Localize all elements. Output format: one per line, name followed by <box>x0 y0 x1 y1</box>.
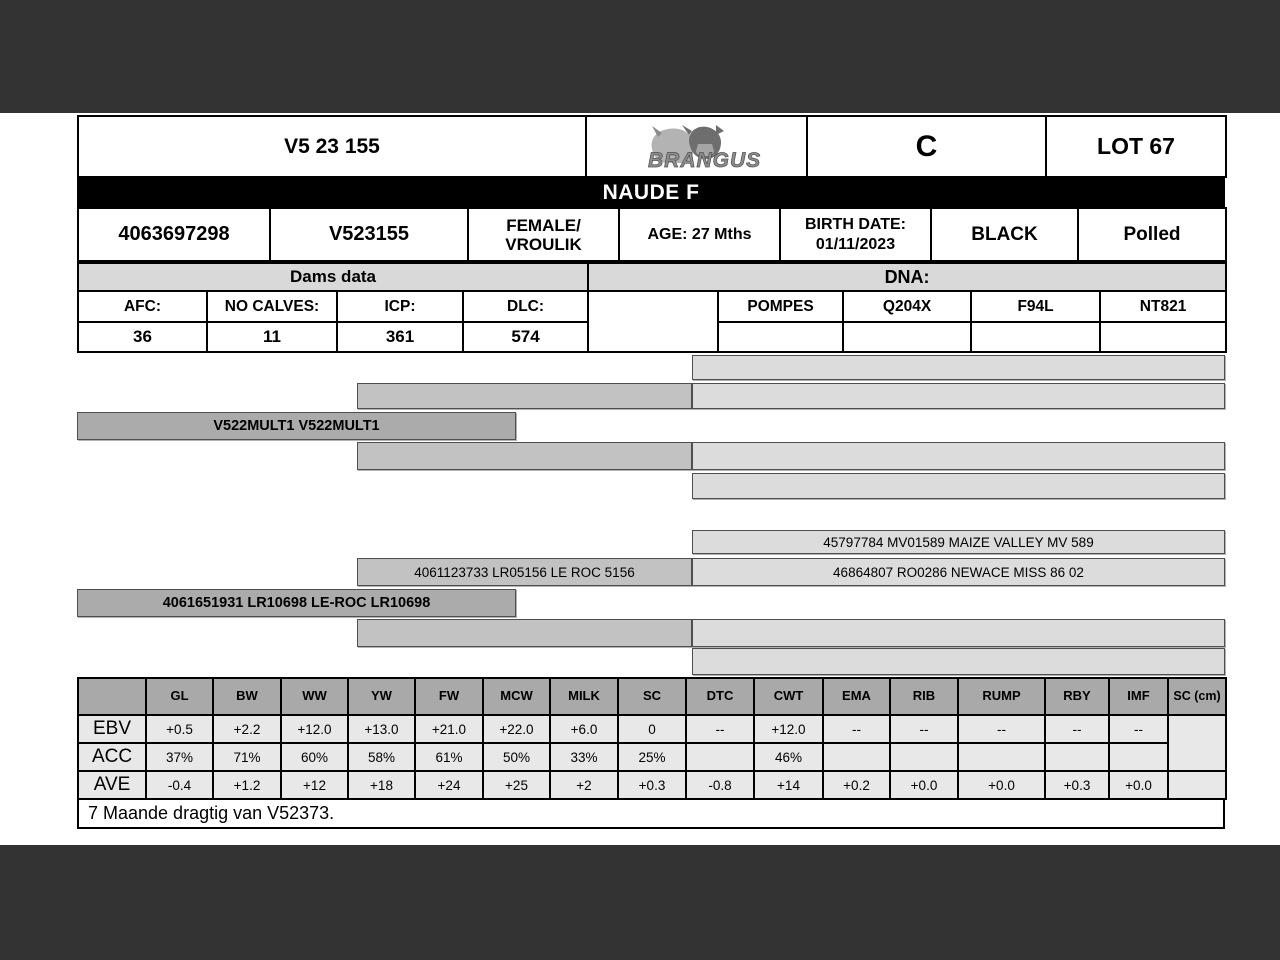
icp-value: 361 <box>337 322 463 352</box>
animal-name-bar: NAUDE F <box>77 178 1225 207</box>
col-header-fw: FW <box>415 678 483 715</box>
acc-gl: 37% <box>146 743 213 771</box>
dna-marker-f94l: F94L <box>971 291 1100 322</box>
horn-status-cell: Polled <box>1078 208 1226 261</box>
ave-ww: +12 <box>281 771 348 799</box>
brangus-logo <box>587 117 806 176</box>
class-letter-cell: C <box>807 116 1046 177</box>
ave-sc: +0.3 <box>618 771 686 799</box>
dna-result-nt821 <box>1100 322 1226 352</box>
acc-ww: 60% <box>281 743 348 771</box>
pedigree-subject-bar: 4061651931 LR10698 LE-ROC LR10698 <box>77 589 516 617</box>
brangus-logo-graphic <box>612 123 782 171</box>
pedigree-parent-bar <box>357 442 692 470</box>
logo-cell <box>586 116 807 177</box>
col-header-cwt: CWT <box>754 678 823 715</box>
age-cell: AGE: 27 Mths <box>619 208 780 261</box>
dna-result-f94l <box>971 322 1100 352</box>
pedigree-subject-bar: V522MULT1 V522MULT1 <box>77 412 516 440</box>
ave-rby: +0.3 <box>1045 771 1109 799</box>
pedigree-parent-bar <box>357 619 692 647</box>
colour-cell: BLACK <box>931 208 1078 261</box>
ebv-header-row <box>78 678 1226 715</box>
acc-mcw: 50% <box>483 743 550 771</box>
header-table <box>77 115 1227 178</box>
ave-rump: +0.0 <box>958 771 1045 799</box>
ebv-mcw: +22.0 <box>483 715 550 743</box>
no-calves-value: 11 <box>207 322 337 352</box>
acc-fw: 61% <box>415 743 483 771</box>
ave-ema: +0.2 <box>823 771 890 799</box>
col-header-bw: BW <box>213 678 281 715</box>
ebv-sc: 0 <box>618 715 686 743</box>
acc-ema <box>823 743 890 771</box>
birth-date-value: 01/11/2023 <box>815 235 896 253</box>
acc-rby <box>1045 743 1109 771</box>
col-header-sc-cm: SC (cm) <box>1168 678 1226 715</box>
dna-spacer-cell <box>588 291 718 352</box>
pedigree-ancestor-bar <box>692 473 1225 499</box>
pedigree-ancestor-bar: 45797784 MV01589 MAIZE VALLEY MV 589 <box>692 530 1225 554</box>
col-header-gl: GL <box>146 678 213 715</box>
tattoo-cell: V5 23 155 <box>78 116 586 177</box>
ebv-rby: -- <box>1045 715 1109 743</box>
ave-imf: +0.0 <box>1109 771 1168 799</box>
acc-values-row <box>78 743 1226 771</box>
dlc-value: 574 <box>463 322 588 352</box>
animal-id-cell: V523155 <box>270 208 468 261</box>
registration-number-cell: 4063697298 <box>78 208 270 261</box>
ave-mcw: +25 <box>483 771 550 799</box>
ave-values-row <box>78 771 1226 799</box>
ebv-ww: +12.0 <box>281 715 348 743</box>
ebv-corner-cell <box>78 678 146 715</box>
acc-yw: 58% <box>348 743 415 771</box>
pedigree-ancestor-bar <box>692 648 1225 675</box>
acc-milk: 33% <box>550 743 618 771</box>
afc-label: AFC: <box>78 291 207 322</box>
acc-rump <box>958 743 1045 771</box>
birth-date-label: BIRTH DATE: <box>804 215 907 233</box>
dna-result-pompes <box>718 322 843 352</box>
ebv-dtc: -- <box>686 715 754 743</box>
ave-rib: +0.0 <box>890 771 958 799</box>
ave-sc-cm <box>1168 771 1226 799</box>
dna-header: DNA: <box>588 263 1226 291</box>
sc-cm-merged-cell <box>1168 715 1226 771</box>
identity-table <box>77 207 1227 262</box>
ave-yw: +18 <box>348 771 415 799</box>
dna-marker-pompes: POMPES <box>718 291 843 322</box>
sex-cell <box>468 208 619 261</box>
pregnancy-note: 7 Maande dragtig van V52373. <box>77 800 1225 829</box>
ave-milk: +2 <box>550 771 618 799</box>
catalog-page <box>0 113 1280 845</box>
top-margin-band <box>0 0 1280 113</box>
col-header-ww: WW <box>281 678 348 715</box>
sex-line-2: VROULIK <box>505 234 582 254</box>
brangus-logo-text: BRANGUS <box>647 148 761 171</box>
ave-cwt: +14 <box>754 771 823 799</box>
dna-marker-nt821: NT821 <box>1100 291 1226 322</box>
ave-bw: +1.2 <box>213 771 281 799</box>
ebv-yw: +13.0 <box>348 715 415 743</box>
row-label-ave: AVE <box>78 771 146 799</box>
acc-cwt: 46% <box>754 743 823 771</box>
col-header-yw: YW <box>348 678 415 715</box>
col-header-dtc: DTC <box>686 678 754 715</box>
acc-bw: 71% <box>213 743 281 771</box>
ebv-cwt: +12.0 <box>754 715 823 743</box>
pedigree-ancestor-bar <box>692 619 1225 647</box>
col-header-milk: MILK <box>550 678 618 715</box>
dams-dna-table <box>77 262 1227 353</box>
col-header-rby: RBY <box>1045 678 1109 715</box>
dna-marker-q204x: Q204X <box>843 291 971 322</box>
ebv-ema: -- <box>823 715 890 743</box>
pedigree-ancestor-bar: 46864807 RO0286 NEWACE MISS 86 02 <box>692 558 1225 586</box>
dams-data-header: Dams data <box>78 263 588 291</box>
ebv-imf: -- <box>1109 715 1168 743</box>
pedigree-parent-bar <box>357 383 692 409</box>
pedigree-ancestor-bar <box>692 355 1225 380</box>
ebv-gl: +0.5 <box>146 715 213 743</box>
acc-dtc <box>686 743 754 771</box>
acc-sc: 25% <box>618 743 686 771</box>
row-label-acc: ACC <box>78 743 146 771</box>
birth-date-cell <box>780 208 931 261</box>
dna-result-q204x <box>843 322 971 352</box>
ebv-table <box>77 677 1227 800</box>
dlc-label: DLC: <box>463 291 588 322</box>
col-header-rib: RIB <box>890 678 958 715</box>
lot-sheet <box>77 115 1225 829</box>
afc-value: 36 <box>78 322 207 352</box>
pedigree-section <box>77 353 1225 677</box>
ebv-rump: -- <box>958 715 1045 743</box>
ebv-values-row <box>78 715 1226 743</box>
ebv-rib: -- <box>890 715 958 743</box>
ebv-fw: +21.0 <box>415 715 483 743</box>
lot-number-cell: LOT 67 <box>1046 116 1226 177</box>
ave-gl: -0.4 <box>146 771 213 799</box>
ebv-bw: +2.2 <box>213 715 281 743</box>
col-header-sc: SC <box>618 678 686 715</box>
pedigree-ancestor-bar <box>692 442 1225 470</box>
bottom-margin-band <box>0 845 1280 960</box>
pedigree-parent-bar: 4061123733 LR05156 LE ROC 5156 <box>357 558 692 586</box>
col-header-ema: EMA <box>823 678 890 715</box>
ebv-milk: +6.0 <box>550 715 618 743</box>
acc-imf <box>1109 743 1168 771</box>
col-header-mcw: MCW <box>483 678 550 715</box>
col-header-imf: IMF <box>1109 678 1168 715</box>
no-calves-label: NO CALVES: <box>207 291 337 322</box>
sex-line-1: FEMALE/ <box>506 215 581 235</box>
acc-rib <box>890 743 958 771</box>
col-header-rump: RUMP <box>958 678 1045 715</box>
pedigree-ancestor-bar <box>692 383 1225 409</box>
ave-fw: +24 <box>415 771 483 799</box>
icp-label: ICP: <box>337 291 463 322</box>
row-label-ebv: EBV <box>78 715 146 743</box>
ave-dtc: -0.8 <box>686 771 754 799</box>
